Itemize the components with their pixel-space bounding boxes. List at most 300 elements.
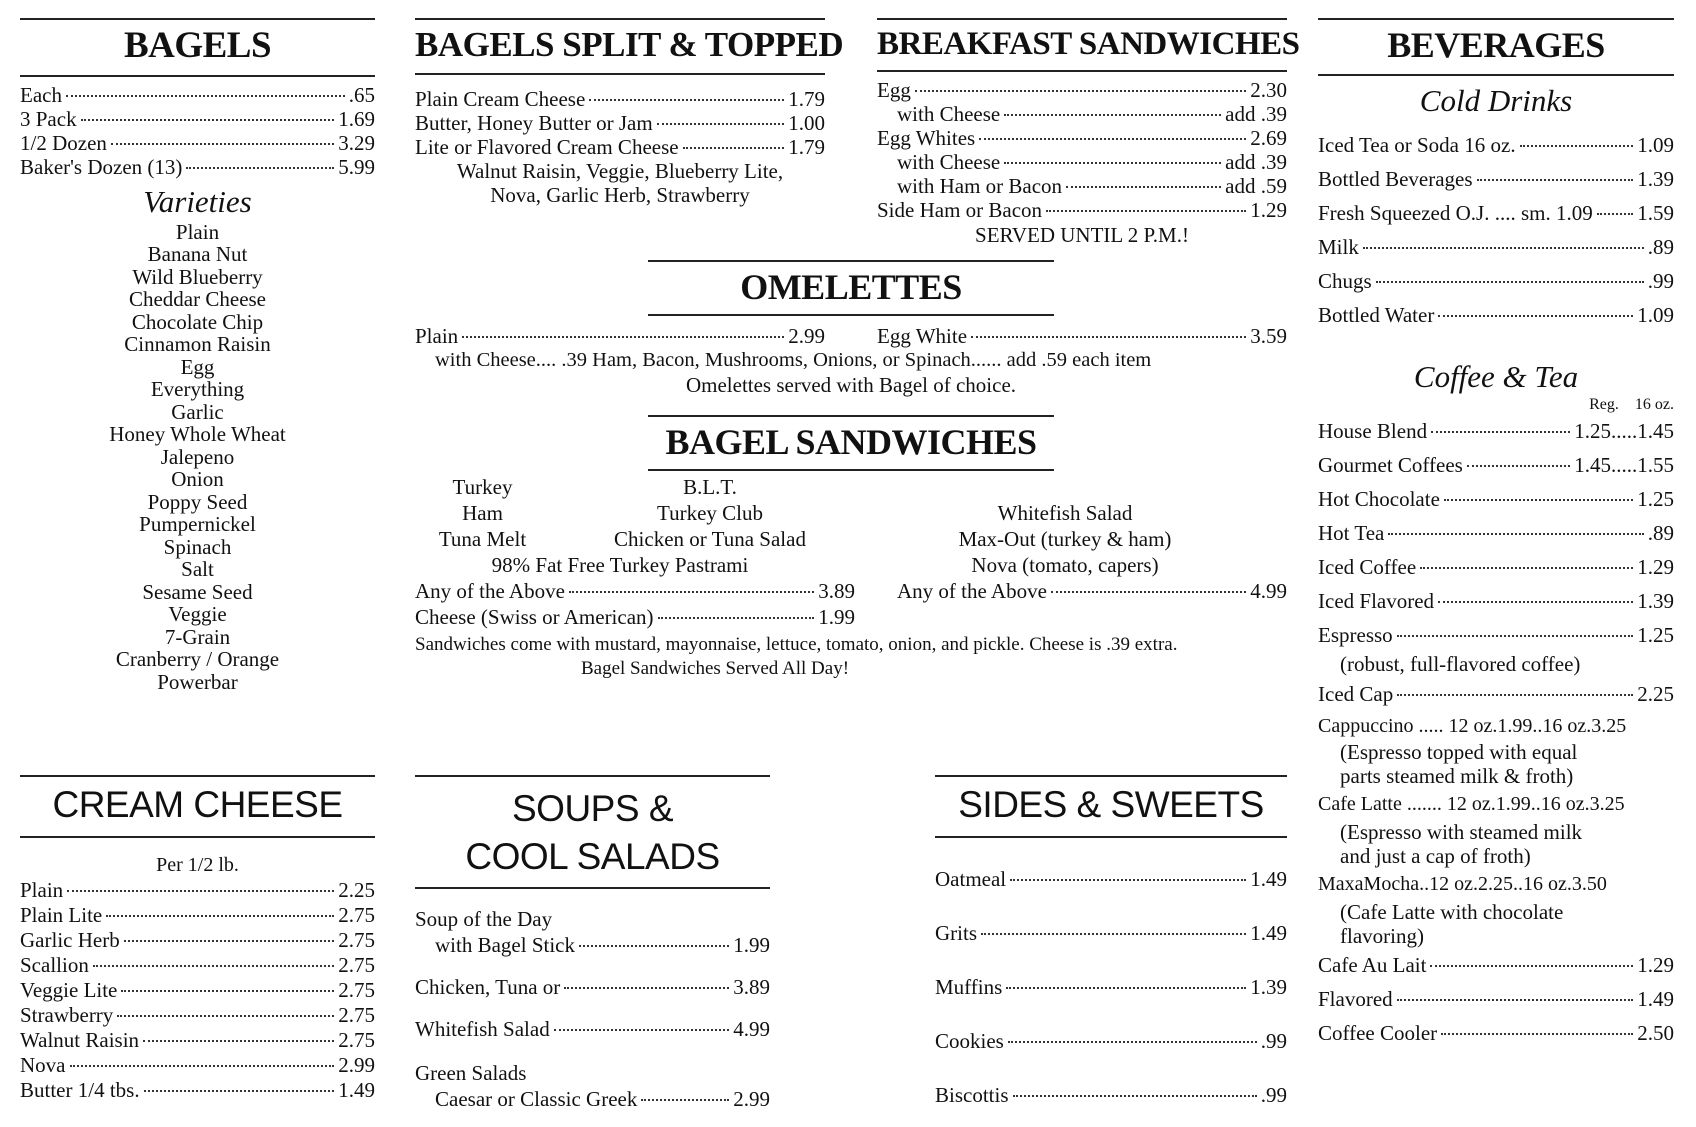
price-row [415, 111, 825, 135]
price-row [877, 198, 1287, 222]
item-name: Baker's Dozen (13) [20, 154, 183, 179]
item-price: 1.49 [1250, 866, 1287, 891]
omelettes-title-rule [648, 314, 1054, 316]
item-name: Iced Cap [1318, 681, 1394, 706]
sandwich-option: Max-Out (turkey & ham) [958, 526, 1172, 551]
price-row [1318, 948, 1674, 982]
item-name: Walnut Raisin [20, 1027, 140, 1052]
item-price: 1.00 [788, 110, 825, 135]
dot-leader [106, 915, 334, 917]
variety-item: Powerbar [157, 669, 238, 694]
sides-section [935, 775, 1287, 1122]
item-price: 2.75 [338, 902, 375, 927]
dot-leader [1441, 1033, 1633, 1035]
item-price: 1.25.....1.45 [1574, 418, 1674, 443]
price-row [20, 1003, 375, 1028]
dot-leader [1046, 210, 1246, 212]
item-name: with Ham or Bacon [897, 174, 1063, 199]
sandwich-served: Bagel Sandwiches Served All Day! [580, 657, 850, 679]
omelettes-extras: with Cheese.... .39 Ham, Bacon, Mushrooms, Onions, or Spinach...... add .59 each item [435, 348, 1152, 371]
dot-leader [641, 1099, 729, 1101]
beverages-section [1318, 18, 1674, 1050]
variety-item: Sesame Seed [142, 579, 253, 604]
dot-leader [1597, 213, 1634, 215]
item-price: .65 [348, 82, 375, 107]
price-row [415, 87, 825, 111]
mocha-line: MaxaMocha..12 oz.2.25..16 oz.3.50 [1318, 872, 1607, 895]
cream-cheese-section [20, 775, 375, 1103]
item-price: 4.99 [733, 1017, 770, 1041]
dot-leader [1376, 281, 1644, 283]
item-name: Oatmeal [935, 866, 1007, 891]
beverages-title-rule [1318, 74, 1674, 76]
breakfast-section [877, 18, 1300, 248]
item-name: Cheese (Swiss or American) [415, 604, 654, 629]
item-price: 3.29 [338, 130, 375, 155]
item-name: Whitefish Salad [415, 1017, 550, 1041]
price-row [20, 1028, 375, 1053]
cappuccino-line: Cappuccino ..... 12 oz.1.99..16 oz.3.25 [1318, 714, 1627, 737]
item-price: 2.99 [733, 1087, 770, 1111]
variety-item: Plain [175, 219, 220, 244]
dot-leader [462, 336, 784, 338]
item-price: 2.99 [338, 1052, 375, 1077]
price-row [1318, 414, 1674, 448]
item-name: Plain [415, 323, 459, 348]
price-row [1318, 196, 1674, 230]
dot-leader [1066, 186, 1221, 188]
soups-title-rule [415, 887, 770, 889]
dot-leader [579, 945, 729, 947]
dot-leader [124, 940, 335, 942]
dot-leader [1363, 247, 1644, 249]
item-price: 1.99 [818, 604, 855, 629]
split-topped-section [415, 18, 844, 207]
item-name: Gourmet Coffees [1318, 452, 1463, 477]
omelettes-title: OMELETTES [740, 267, 962, 307]
price-row [1318, 982, 1674, 1016]
price-row [415, 135, 825, 159]
item-price: 1.09 [1637, 132, 1674, 157]
dot-leader [657, 123, 785, 125]
mocha-desc: (Cafe Latte with chocolate [1340, 899, 1564, 924]
dot-leader [1477, 179, 1634, 181]
item-name: Egg Whites [877, 126, 976, 151]
price-row [20, 107, 375, 131]
dot-leader [915, 90, 1246, 92]
sides-title-rule [935, 836, 1287, 838]
variety-item: Banana Nut [147, 242, 248, 267]
item-price: 1.25 [1637, 622, 1674, 647]
price-row [1318, 550, 1674, 584]
soups-title-line: COOL SALADS [465, 836, 720, 877]
varieties-subtitle: Varieties [143, 183, 252, 219]
served-until: SERVED UNTIL 2 P.M.! [975, 223, 1189, 248]
price-row [877, 174, 1287, 198]
variety-item: Jalepeno [160, 444, 235, 469]
item-name: Veggie Lite [20, 977, 118, 1002]
dot-leader [1444, 499, 1633, 501]
price-row [415, 973, 770, 1001]
price-row [415, 324, 825, 348]
sandwich-option: Whitefish Salad [997, 500, 1133, 525]
soups-title-line: SOUPS & [512, 788, 673, 829]
dot-leader [1430, 965, 1633, 967]
dot-leader [1397, 694, 1633, 696]
item-price: 1.39 [1250, 974, 1287, 999]
item-name: Butter 1/4 tbs. [20, 1077, 140, 1102]
item-price: 3.89 [733, 975, 770, 999]
item-price: 1.25 [1637, 486, 1674, 511]
price-row [877, 324, 1287, 348]
size-header [1318, 396, 1674, 414]
sandwich-note: Sandwiches come with mustard, mayonnaise, lettuce, tomato, onion, and pickle. Cheese is .39 extra. [415, 633, 1178, 655]
dot-leader [658, 617, 815, 619]
item-price: 2.25 [1637, 681, 1674, 706]
dot-leader [1397, 635, 1634, 637]
dot-leader [554, 1029, 730, 1031]
price-row [1318, 618, 1674, 652]
price-row [897, 579, 1287, 603]
item-price: 2.99 [788, 323, 825, 348]
bagels-section [20, 18, 375, 693]
item-price: 1.29 [1250, 198, 1287, 223]
omelettes-served: Omelettes served with Bagel of choice. [685, 372, 1017, 397]
coffee-tea-subtitle: Coffee & Tea [1413, 358, 1579, 394]
item-name: with Cheese [897, 102, 1001, 127]
omelettes-top-rule [648, 260, 1054, 262]
dot-leader [1013, 1095, 1257, 1097]
sides-title: SIDES & SWEETS [958, 784, 1264, 825]
item-name: with Bagel Stick [435, 933, 575, 957]
item-price: .89 [1647, 520, 1674, 545]
sandwich-option: Chicken or Tuna Salad [614, 526, 806, 551]
cappuccino-desc: parts steamed milk & froth) [1340, 763, 1574, 788]
item-price: add .39 [1225, 150, 1287, 175]
dot-leader [1467, 465, 1570, 467]
price-row [935, 960, 1287, 1014]
dot-leader [1397, 999, 1634, 1001]
item-price: 1.49 [338, 1077, 375, 1102]
item-name: Garlic Herb [20, 927, 120, 952]
item-name: Chicken, Tuna or [415, 975, 561, 999]
price-row [415, 1015, 770, 1043]
variety-item: Cinnamon Raisin [124, 332, 271, 357]
item-price: 2.69 [1250, 126, 1287, 151]
variety-item: Veggie [168, 602, 227, 627]
sandwich-option: Ham [462, 500, 503, 525]
split-title-rule [415, 73, 825, 75]
item-name: Egg [877, 78, 911, 103]
price-row [935, 1068, 1287, 1122]
mocha-desc: flavoring) [1340, 923, 1424, 948]
price-row [877, 102, 1287, 126]
item-name: Cookies [935, 1028, 1004, 1053]
dot-leader [93, 965, 334, 967]
variety-item: Garlic [171, 399, 224, 424]
dot-leader [981, 933, 1246, 935]
item-name: Each [20, 82, 62, 107]
price-row [415, 1085, 770, 1113]
dot-leader [117, 1015, 334, 1017]
item-name: Nova [20, 1052, 66, 1077]
item-name: Fresh Squeezed O.J. .... sm. 1.09 [1318, 200, 1593, 225]
item-name: House Blend [1318, 418, 1428, 443]
breakfast-title: BREAKFAST SANDWICHES [877, 26, 1300, 62]
item-name: Lite or Flavored Cream Cheese [415, 134, 679, 159]
price-row [20, 978, 375, 1003]
item-price: 3.89 [818, 578, 855, 603]
price-row [20, 83, 375, 107]
item-price: 1.79 [788, 134, 825, 159]
item-price: 2.30 [1250, 78, 1287, 103]
cream-cheese-title: CREAM CHEESE [52, 784, 343, 825]
espresso-desc: (robust, full-flavored coffee) [1340, 651, 1581, 676]
dot-leader [979, 138, 1246, 140]
green-salads-label: Green Salads [415, 1061, 527, 1085]
item-name: Side Ham or Bacon [877, 198, 1043, 223]
item-price: 1.69 [338, 106, 375, 131]
split-top-rule [415, 18, 825, 20]
dot-leader [1006, 987, 1246, 989]
item-price: 1.39 [1637, 166, 1674, 191]
item-name: Strawberry [20, 1002, 114, 1027]
flavors-line: Walnut Raisin, Veggie, Blueberry Lite, [456, 158, 784, 183]
item-name: Egg White [877, 323, 968, 348]
item-name: Caesar or Classic Greek [435, 1087, 638, 1111]
latte-line: Cafe Latte ....... 12 oz.1.99..16 oz.3.25 [1318, 792, 1625, 815]
dot-leader [70, 1065, 335, 1067]
item-name: Flavored [1318, 986, 1393, 1011]
price-row [877, 78, 1287, 102]
item-name: Bottled Water [1318, 302, 1435, 327]
split-title: BAGELS SPLIT & TOPPED [415, 25, 844, 64]
item-price: 1.99 [733, 933, 770, 957]
omelettes-section [415, 260, 1287, 398]
item-name: Grits [935, 920, 977, 945]
price-row [20, 928, 375, 953]
price-row [20, 131, 375, 155]
sandwich-option: Turkey [452, 474, 513, 499]
price-row [1318, 230, 1674, 264]
dot-leader [1388, 533, 1643, 535]
price-row [877, 126, 1287, 150]
soup-label: Soup of the Day [415, 907, 553, 931]
item-name: Any of the Above [415, 578, 565, 603]
item-price: 1.45.....1.55 [1574, 452, 1674, 477]
variety-item: Salt [181, 557, 214, 582]
bagels-title-rule [20, 75, 375, 77]
bagels-top-rule [20, 18, 375, 20]
price-row [1318, 676, 1674, 712]
dot-leader [186, 167, 334, 169]
cream-cheese-top-rule [20, 775, 375, 777]
variety-item: Spinach [163, 534, 232, 559]
price-row [1318, 584, 1674, 618]
item-price: 2.25 [338, 877, 375, 902]
dot-leader [1420, 567, 1633, 569]
dot-leader [111, 143, 334, 145]
sandwich-option: Turkey Club [657, 500, 763, 525]
bagel-sandwiches-top-rule [648, 415, 1054, 417]
bagel-sandwiches-title-rule [648, 469, 1054, 471]
variety-item: Cheddar Cheese [128, 287, 267, 312]
dot-leader [1004, 162, 1221, 164]
sandwich-option: 98% Fat Free Turkey Pastrami [491, 552, 749, 577]
dot-leader [81, 119, 335, 121]
price-row [1318, 448, 1674, 482]
oz-label: 16 oz. [1634, 395, 1674, 413]
dot-leader [1010, 879, 1246, 881]
item-name: Iced Flavored [1318, 588, 1435, 613]
item-price: 2.75 [338, 1027, 375, 1052]
soups-title [415, 785, 770, 881]
dot-leader [1438, 315, 1633, 317]
item-price: 2.75 [338, 927, 375, 952]
variety-item: Egg [180, 354, 215, 379]
dot-leader [1520, 145, 1634, 147]
item-price: 2.50 [1637, 1020, 1674, 1045]
price-row [415, 931, 770, 959]
price-row [20, 1078, 375, 1103]
breakfast-title-rule [877, 70, 1287, 72]
beverages-top-rule [1318, 18, 1674, 20]
dot-leader [1051, 591, 1246, 593]
item-name: Cafe Au Lait [1318, 952, 1427, 977]
cream-cheese-per: Per 1/2 lb. [156, 853, 239, 876]
item-price: 1.59 [1637, 200, 1674, 225]
item-price: 1.49 [1637, 986, 1674, 1011]
variety-item: Chocolate Chip [131, 309, 264, 334]
item-price: 2.75 [338, 952, 375, 977]
sandwich-option: Tuna Melt [438, 526, 527, 551]
item-price: add .39 [1225, 102, 1287, 127]
item-price: 1.09 [1637, 302, 1674, 327]
item-name: Plain [20, 877, 64, 902]
beverages-title: BEVERAGES [1387, 25, 1605, 65]
dot-leader [144, 1090, 335, 1092]
variety-item: Pumpernickel [139, 512, 256, 537]
price-row [935, 1014, 1287, 1068]
price-row [1318, 264, 1674, 298]
item-name: Scallion [20, 952, 89, 977]
dot-leader [1438, 601, 1633, 603]
dot-leader [564, 987, 729, 989]
item-price: 1.79 [788, 86, 825, 111]
dot-leader [1008, 1041, 1257, 1043]
price-row [20, 155, 375, 179]
variety-item: Cranberry / Orange [115, 647, 280, 672]
soups-top-rule [415, 775, 770, 777]
variety-item: Everything [150, 377, 245, 402]
dot-leader [569, 591, 814, 593]
dot-leader [589, 99, 784, 101]
item-price: 3.59 [1250, 323, 1287, 348]
item-name: Espresso [1318, 622, 1393, 647]
item-name: Coffee Cooler [1318, 1020, 1438, 1045]
price-row [1318, 162, 1674, 196]
price-row [1318, 1016, 1674, 1050]
item-price: 2.75 [338, 977, 375, 1002]
cappuccino-desc: (Espresso topped with equal [1340, 739, 1578, 764]
item-name: Muffins [935, 974, 1003, 999]
item-price: add .59 [1225, 174, 1287, 199]
item-price: 2.75 [338, 1002, 375, 1027]
item-name: Iced Tea or Soda 16 oz. [1318, 132, 1516, 157]
item-name: Plain Lite [20, 902, 103, 927]
item-name: 3 Pack [20, 106, 77, 131]
variety-item: Honey Whole Wheat [109, 422, 286, 447]
item-name: Plain Cream Cheese [415, 86, 586, 111]
price-row [20, 953, 375, 978]
dot-leader [121, 990, 334, 992]
item-price: .99 [1647, 268, 1674, 293]
dot-leader [66, 95, 345, 97]
item-price: .99 [1260, 1028, 1287, 1053]
latte-desc: and just a cap of froth) [1340, 843, 1531, 868]
breakfast-top-rule [877, 18, 1287, 20]
reg-label: Reg. [1589, 395, 1619, 413]
cold-drinks-subtitle: Cold Drinks [1419, 82, 1573, 118]
price-row [415, 579, 855, 603]
item-price: 1.29 [1637, 554, 1674, 579]
price-row [20, 903, 375, 928]
soups-section [415, 775, 770, 1113]
dot-leader [1004, 114, 1221, 116]
item-price: .89 [1647, 234, 1674, 259]
flavors-line: Nova, Garlic Herb, Strawberry [490, 182, 750, 207]
item-name: 1/2 Dozen [20, 130, 107, 155]
item-name: Butter, Honey Butter or Jam [415, 110, 653, 135]
item-price: 1.39 [1637, 588, 1674, 613]
item-price: .99 [1260, 1082, 1287, 1107]
item-name: Milk [1318, 234, 1359, 259]
item-price: 1.29 [1637, 952, 1674, 977]
sides-top-rule [935, 775, 1287, 777]
item-price: 5.99 [338, 154, 375, 179]
variety-item: 7-Grain [164, 624, 231, 649]
dot-leader [683, 147, 785, 149]
price-row [1318, 298, 1674, 332]
sandwich-option: B.L.T. [683, 474, 737, 499]
cream-cheese-title-rule [20, 836, 375, 838]
dot-leader [67, 890, 334, 892]
variety-item: Wild Blueberry [132, 264, 263, 289]
item-name: with Cheese [897, 150, 1001, 175]
dot-leader [971, 336, 1246, 338]
variety-item: Onion [171, 467, 224, 492]
bagel-sandwiches-section [415, 415, 1287, 681]
bagel-sandwiches-title: BAGEL SANDWICHES [665, 422, 1037, 462]
item-name: Hot Tea [1318, 520, 1385, 545]
item-name: Biscottis [935, 1082, 1009, 1107]
price-row [415, 605, 855, 629]
latte-desc: (Espresso with steamed milk [1340, 819, 1583, 844]
dot-leader [143, 1040, 334, 1042]
price-row [1318, 128, 1674, 162]
item-name: Bottled Beverages [1318, 166, 1473, 191]
dot-leader [1431, 431, 1570, 433]
price-row [1318, 482, 1674, 516]
price-row [877, 150, 1287, 174]
price-row [20, 1053, 375, 1078]
price-row [1318, 516, 1674, 550]
item-name: Hot Chocolate [1318, 486, 1440, 511]
sandwich-option: Nova (tomato, capers) [971, 552, 1159, 577]
item-price: 1.49 [1250, 920, 1287, 945]
variety-item: Poppy Seed [147, 489, 248, 514]
item-name: Iced Coffee [1318, 554, 1417, 579]
